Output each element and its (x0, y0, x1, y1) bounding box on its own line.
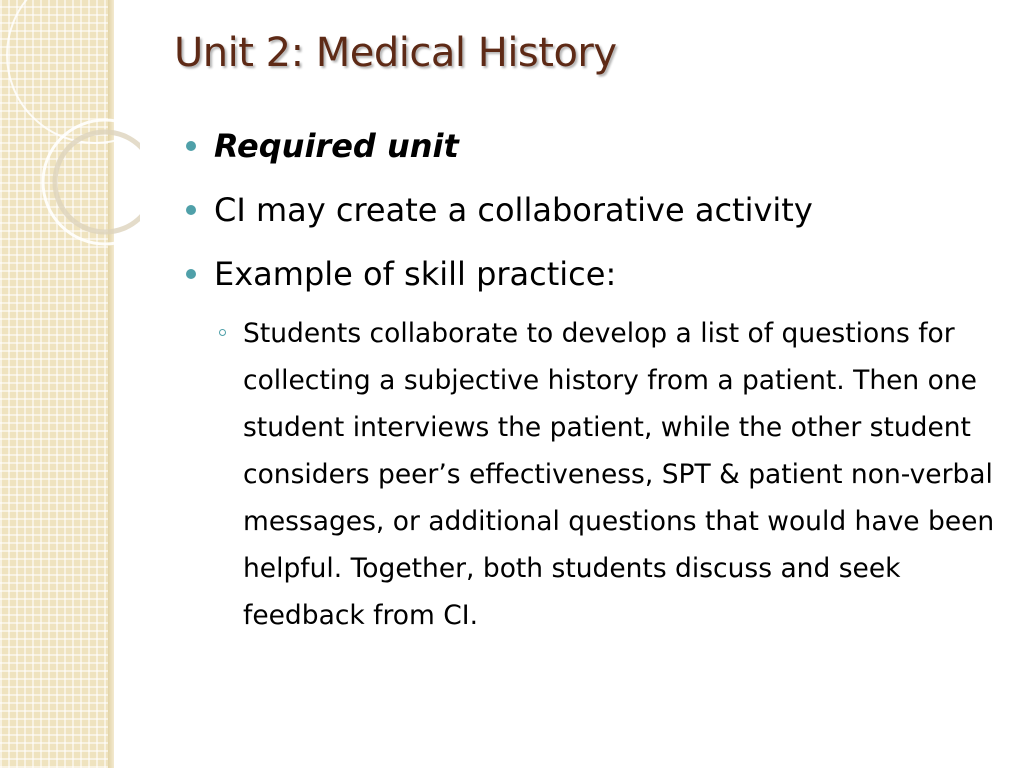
slide-title: Unit 2: Medical History (174, 30, 617, 76)
decorative-rings (0, 0, 140, 260)
bullet-required-unit (186, 126, 996, 166)
filled-circle-bullet-icon (186, 141, 196, 151)
bullet-example (186, 254, 996, 294)
filled-circle-bullet-icon (186, 269, 196, 279)
bullet-text: CI may create a collaborative activity (214, 191, 813, 229)
sub-bullet-text: Students collaborate to develop a list of questions for collecting a subjective history from a patient. Then one student interviews the patient, while the other student considers peer’s effectiveness, SPT & patient non-verbal messages, or additional questions that would have been helpful. Together, both students discuss and seek feedback from CI. (243, 318, 995, 631)
bullet-text: Example of skill practice: (214, 255, 617, 293)
filled-circle-bullet-icon (186, 205, 196, 215)
sub-bullet-description (186, 310, 996, 639)
bullet-text: Required unit (214, 127, 459, 165)
hollow-circle-bullet-icon (219, 329, 226, 336)
bullet-ci-activity (186, 190, 996, 230)
slide-content (186, 126, 996, 639)
